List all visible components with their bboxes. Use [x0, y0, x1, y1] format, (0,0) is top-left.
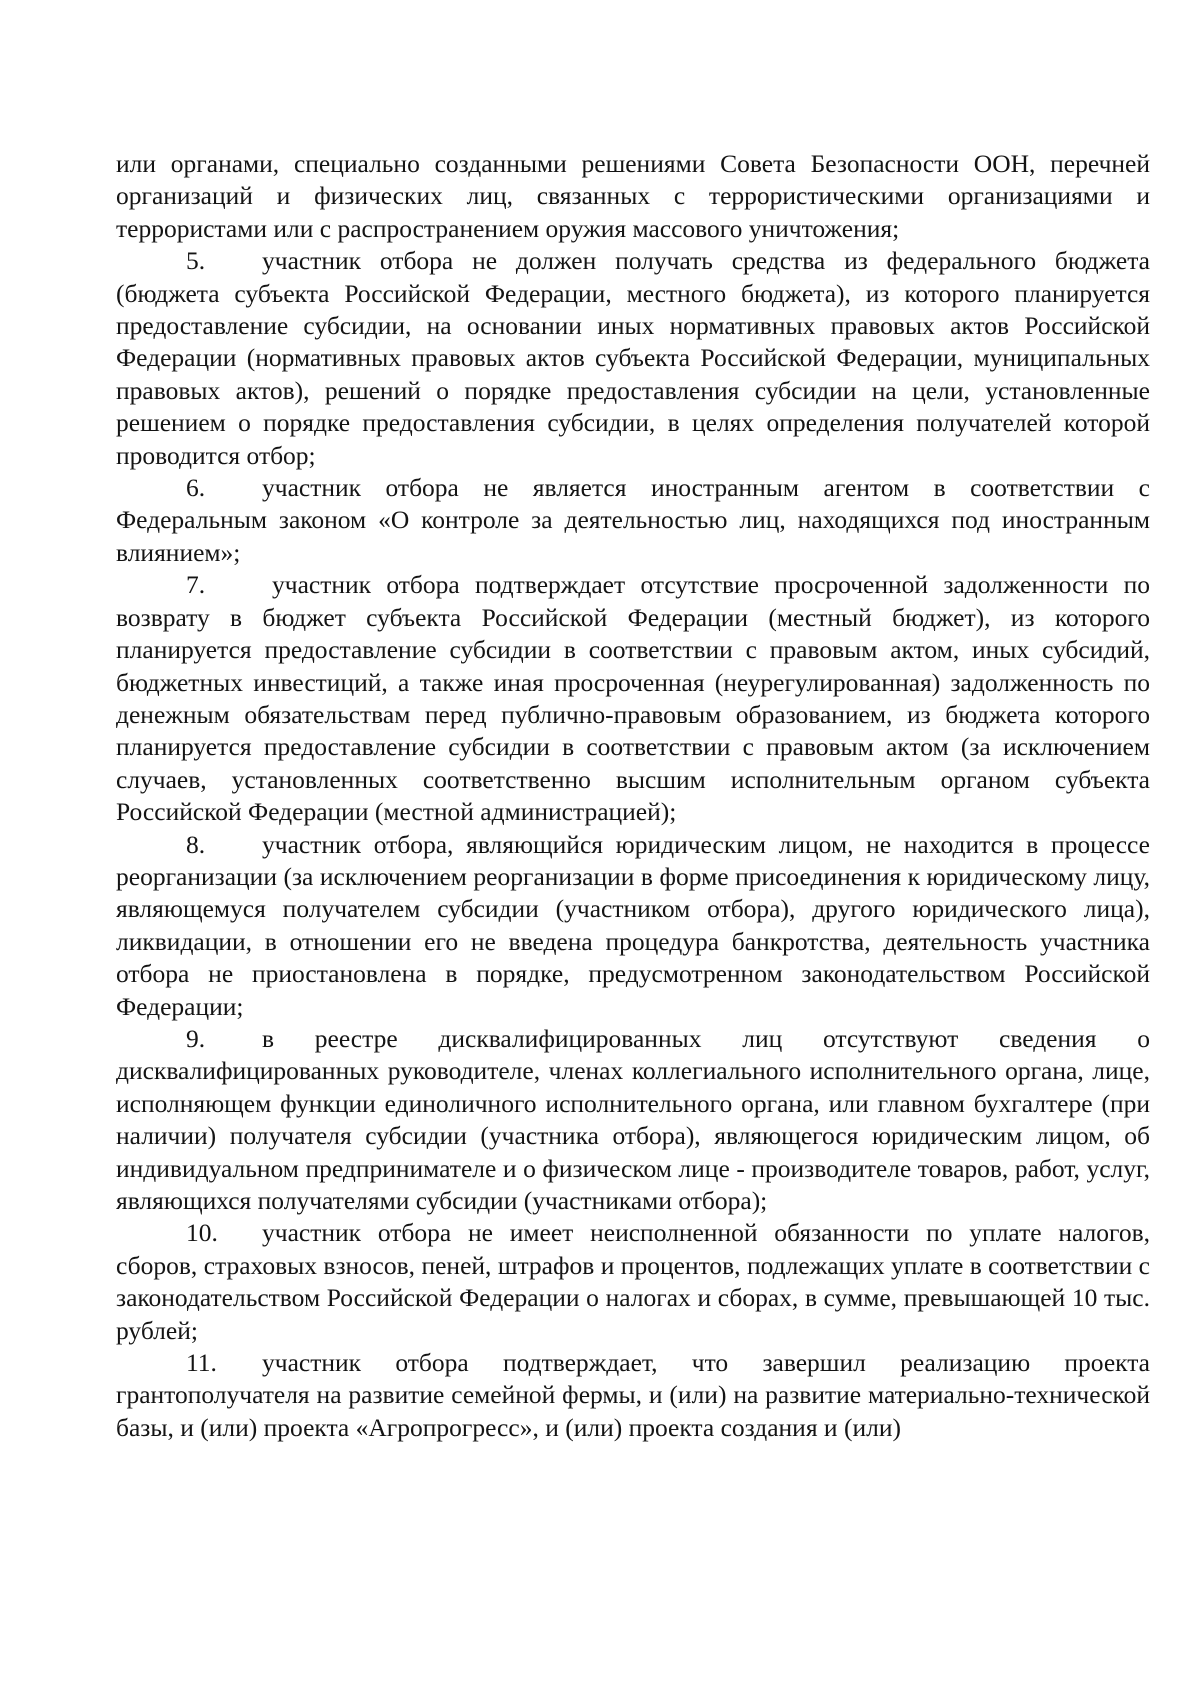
paragraph-text: участник отбора, являющийся юридическим лицом, не находится в процессе реорганизации (за исключением реорганизации в форме присоединения к юридическому лицу, являющемуся получателем субсидии (участником отбора), другого юридического лица), ликвидации, в отношении его не введена процедура банкротства, деятельность участника отбора не приостановлена в порядке, предусмотренном законодательством Российской Федерации; — [116, 829, 1150, 1021]
paragraph-item-7 — [116, 569, 1150, 828]
paragraph-number: 6. — [186, 473, 206, 503]
paragraph-text: участник отбора не является иностранным агентом в соответствии с Федеральным законом «О контроле за деятельностью лиц, находящихся под иностранным влиянием»; — [116, 473, 1150, 567]
paragraph-item-6 — [116, 472, 1150, 569]
paragraph-item-9 — [116, 1023, 1150, 1217]
paragraph-number: 10. — [186, 1218, 218, 1248]
paragraph-text: или органами, специально созданными решениями Совета Безопасности ООН, перечней организаций и физических лиц, связанных с террористическими организациями и террористами или с распространением оружия массового уничтожения; — [116, 149, 1150, 243]
paragraph-text: участник отбора подтверждает отсутствие просроченной задолженности по возврату в бюджет субъекта Российской Федерации (местный бюджет), из которого планируется предоставление субсидии в соответствии с правовым актом, иных субсидий, бюджетных инвестиций, а также иная просроченная (неурегулированная) задолженность по денежным обязательствам перед публично-правовым образованием, из бюджета которого планируется предоставление субсидии в соответствии с правовым актом (за исключением случаев, установленных соответственно высшим исполнительным органом субъекта Российской Федерации (местной администрацией); — [116, 570, 1150, 827]
paragraph-continuation — [116, 148, 1150, 245]
paragraph-item-11 — [116, 1347, 1150, 1444]
paragraph-number: 11. — [186, 1348, 217, 1378]
paragraph-text: участник отбора не имеет неисполненной обязанности по уплате налогов, сборов, страховых взносов, пеней, штрафов и процентов, подлежащих уплате в соответствии с законодательством Российской Федерации о налогах и сборах, в сумме, превышающей 10 тыс. рублей; — [116, 1218, 1150, 1345]
paragraph-text: участник отбора подтверждает, что завершил реализацию проекта грантополучателя на развитие семейной фермы, и (или) на развитие материально-технической базы, и (или) проекта «Агропрогресс», и (или) проекта создания и (или) — [116, 1348, 1150, 1442]
paragraph-item-5 — [116, 245, 1150, 472]
paragraph-number: 5. — [186, 246, 206, 276]
paragraph-number: 7. — [186, 570, 206, 600]
paragraph-text: участник отбора не должен получать средства из федерального бюджета (бюджета субъекта Российской Федерации, местного бюджета), из которого планируется предоставление субсидии, на основании иных нормативных правовых актов Российской Федерации (нормативных правовых актов субъекта Российской Федерации, муниципальных правовых актов), решений о порядке предоставления субсидии на цели, установленные решением о порядке предоставления субсидии, в целях определения получателей которой проводится отбор; — [116, 246, 1150, 470]
paragraph-text: в реестре дисквалифицированных лиц отсутствуют сведения о дисквалифицированных руководителе, членах коллегиального исполнительного органа, лице, исполняющем функции единоличного исполнительного органа, или главном бухгалтере (при наличии) получателя субсидии (участника отбора), являющегося юридическим лицом, об индивидуальном предпринимателе и о физическом лице - производителе товаров, работ, услуг, являющихся получателями субсидии (участниками отбора); — [116, 1023, 1150, 1215]
paragraph-number: 8. — [186, 829, 206, 859]
document-page — [116, 148, 1150, 1444]
paragraph-item-10 — [116, 1217, 1150, 1347]
paragraph-item-8 — [116, 829, 1150, 1023]
paragraph-number: 9. — [186, 1023, 206, 1053]
